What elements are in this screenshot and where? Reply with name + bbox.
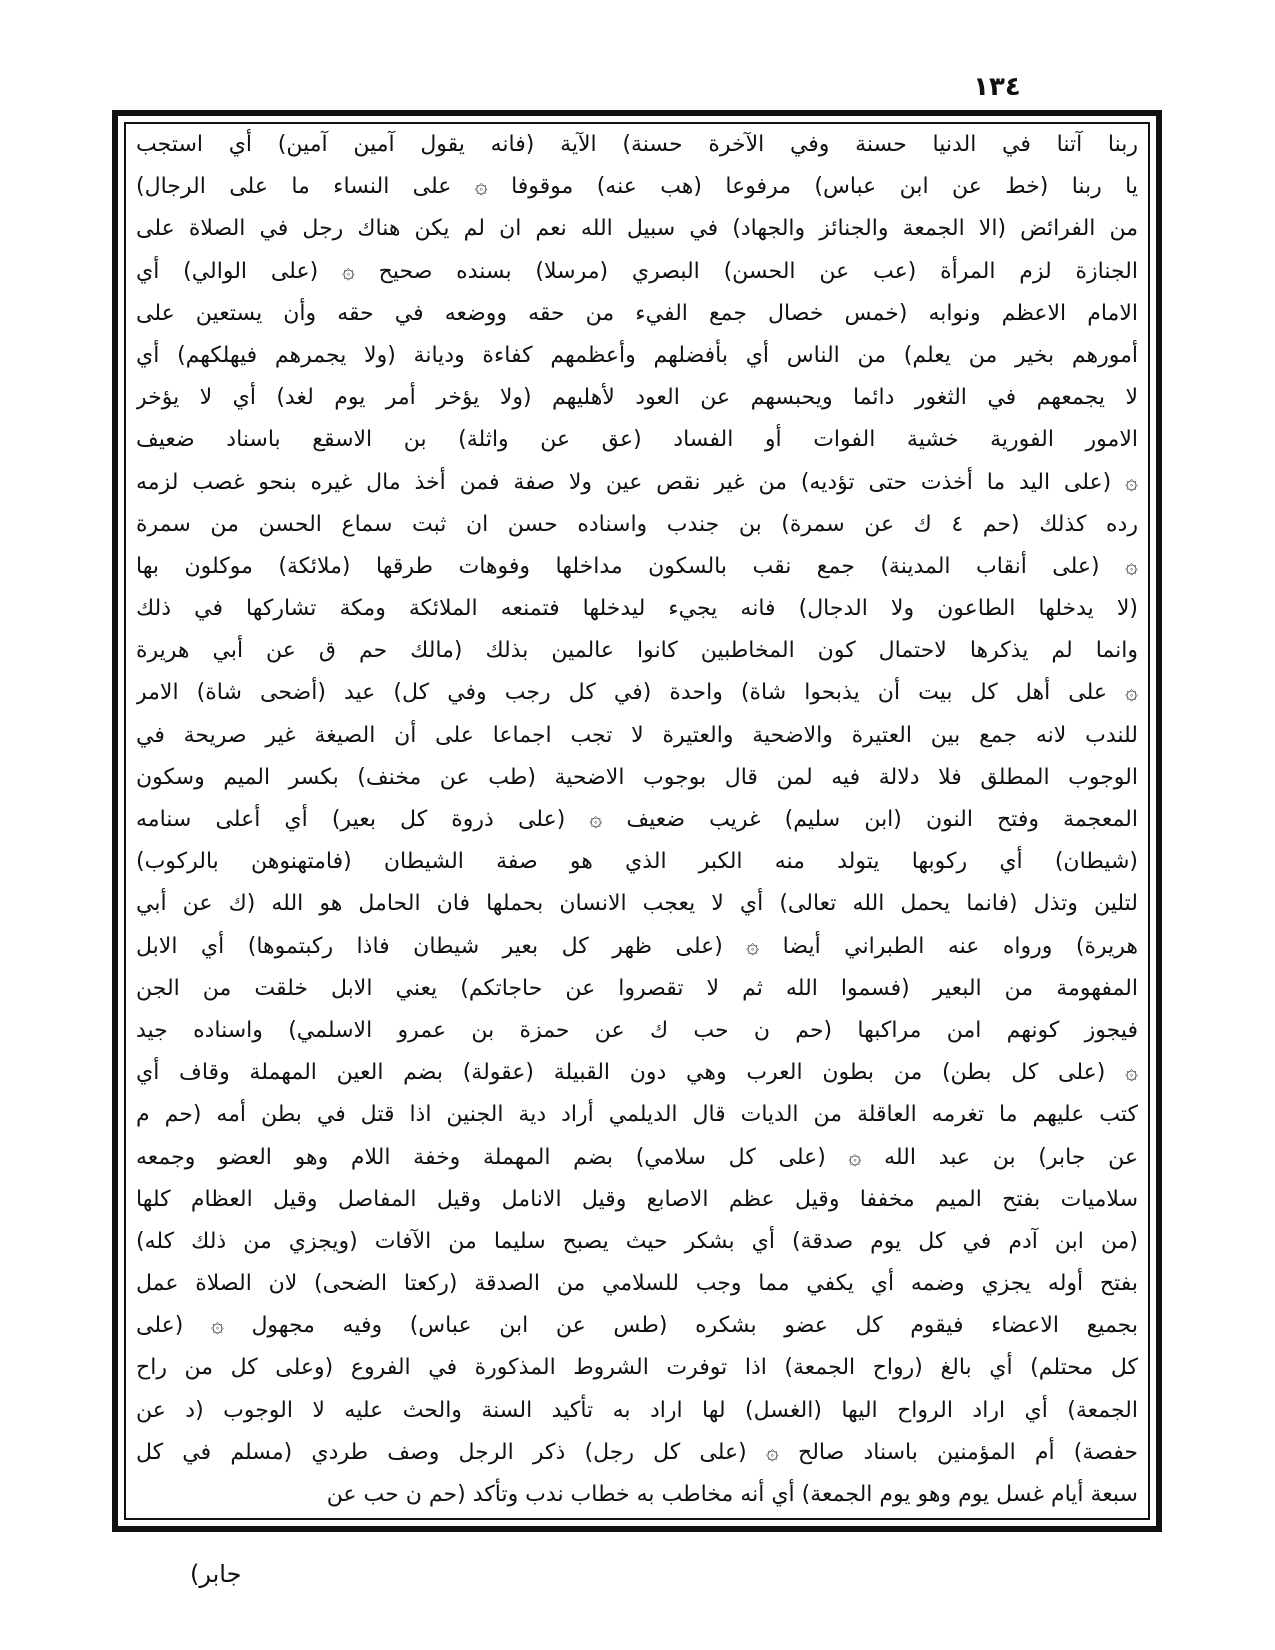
text-line: من الفرائض (الا الجمعة والجنائز والجهاد) في سبيل الله نعم ان لم يكن هناك رجل في الصلاة على <box>136 216 1138 242</box>
text-line: المفهومة من البعير (فسموا الله ثم لا تقصروا عن حاجاتكم) يعني الابل خلقت من الجن <box>136 975 1138 1001</box>
text-line: الامام الاعظم ونوابه (خمس خصال جمع الفيء من حقه ووضعه في حقه وأن يستعين على <box>136 300 1138 326</box>
main-text <box>136 124 1138 1519</box>
page-number: ١٣٤ <box>973 72 1021 102</box>
text-line: للندب لانه جمع بين العتيرة والاضحية والعتيرة لا تجب اجماعا على أن الصيغة غير صريحة في <box>136 722 1138 748</box>
text-line: أمورهم بخير من يعلم) من الناس أي بأفضلهم وأعظمهم كفاءة وديانة (ولا يجمرهم فيهلكهم) أي <box>136 342 1138 368</box>
text-line: حفصة) أم المؤمنين باسناد صالح ۞ (على كل رجل) ذكر الرجل وصف طردي (مسلم في كل <box>136 1439 1138 1465</box>
text-line: عن جابر) بن عبد الله ۞ (على كل سلامي) بضم المهملة وخفة اللام وهو العضو وجمعه <box>136 1144 1138 1170</box>
text-line: المعجمة وفتح النون (ابن سليم) غريب ضعيف ۞ (على ذروة كل بعير) أي أعلى سنامه <box>136 807 1138 832</box>
text-line: لا يجمعهم في الثغور دائما ويحبسهم عن العود لأهليهم (ولا يؤخر أمر يوم لغد) أي لا يؤخر <box>136 385 1138 411</box>
text-line: ۞ (على أنقاب المدينة) جمع نقب بالسكون مداخلها وفوهات طرقها (ملائكة) موكلون بها <box>136 553 1138 579</box>
text-line: يا ربنا (خط عن ابن عباس) مرفوعا (هب عنه) موقوفا ۞ على النساء ما على الرجال) <box>136 174 1138 200</box>
text-line: الجنازة لزم المرأة (عب عن الحسن) البصري (مرسلا) بسنده صحيح ۞ (على الوالي) أي <box>136 258 1138 284</box>
text-line: الوجوب المطلق فلا دلالة فيه لمن قال بوجوب الاضحية (طب عن مخنف) بكسر الميم وسكون <box>136 764 1138 790</box>
catchword: جابر) <box>190 1560 242 1588</box>
text-line: بجميع الاعضاء فيقوم كل عضو بشكره (طس عن ابن عباس) وفيه مجهول ۞ (على <box>136 1313 1138 1339</box>
text-line: وانما لم يذكرها لاحتمال كون المخاطبين كانوا عالمين بذلك (مالك حم ق عن أبي هريرة <box>136 638 1138 664</box>
text-line: ۞ على أهل كل بيت أن يذبحوا شاة) واحدة (في كل رجب وفي كل) عيد (أضحى شاة) الامر <box>136 680 1138 706</box>
text-line: (لا يدخلها الطاعون ولا الدجال) فانه يجيء ليدخلها فتمنعه الملائكة ومكة تشاركها في ذلك <box>136 596 1138 622</box>
text-line: سلاميات بفتح الميم مخففا وقيل عظم الاصابع وقيل الانامل وقيل المفاصل وقيل العظام كلها <box>136 1186 1138 1212</box>
text-line: رده كذلك (حم ٤ ك عن سمرة) بن جندب واسناده حسن ان ثبت سماع الحسن من سمرة <box>136 511 1138 537</box>
text-line: كل محتلم) أي بالغ (رواح الجمعة) اذا توفرت الشروط المذكورة في الفروع (وعلى كل من راح <box>136 1355 1138 1381</box>
text-line: ربنا آتنا في الدنيا حسنة وفي الآخرة حسنة) الآية (فانه يقول آمين آمين) أي استجب <box>136 132 1138 157</box>
text-line: سبعة أيام غسل يوم وهو يوم الجمعة) أي أنه مخاطب به خطاب ندب وتأكد (حم ن حب عن <box>326 1482 1138 1507</box>
text-line: (من ابن آدم في كل يوم صدقة) أي بشكر حيث يصبح سليما من الآفات (ويجزي من ذلك كله) <box>136 1228 1138 1254</box>
text-line: ۞ (على كل بطن) من بطون العرب وهي دون القبيلة (عقولة) بضم العين المهملة وقاف أي <box>136 1060 1138 1086</box>
text-line: الجمعة) أي اراد الرواح اليها (الغسل) لها اراد به تأكيد السنة والحث عليه لا الوجوب (د عن <box>136 1397 1138 1423</box>
text-line: كتب عليهم ما تغرمه العاقلة من الديات قال الديلمي أراد دية الجنين اذا قتل في بطن أمه (حم م <box>136 1102 1138 1128</box>
text-line: بفتح أوله يجزي وضمه أي يكفي مما وجب للسلامي من الصدقة (ركعتا الضحى) لان الصلاة عمل <box>136 1271 1138 1297</box>
text-line: فيجوز كونهم امن مراكبها (حم ن حب ك عن حمزة بن عمرو الاسلمي) واسناده جيد <box>136 1017 1138 1043</box>
text-line: ۞ (على اليد ما أخذت حتى تؤديه) من غير نقص عين ولا صفة فمن أخذ مال غيره بنحو غصب لزمه <box>136 469 1138 495</box>
text-line: لتلين وتذل (فانما يحمل الله تعالى) أي لا يعجب الانسان بحملها فان الحامل هو الله (ك عن أبي <box>136 891 1138 917</box>
text-line: هريرة) ورواه عنه الطبراني أيضا ۞ (على ظهر كل بعير شيطان فاذا ركبتموها) أي الابل <box>136 933 1138 959</box>
text-line: (شيطان) أي ركوبها يتولد منه الكبر الذي هو صفة الشيطان (فامتهنوهن بالركوب) <box>136 849 1138 875</box>
text-line: الامور الفورية خشية الفوات أو الفساد (عق عن واثلة) بن الاسقع باسناد ضعيف <box>136 427 1138 453</box>
